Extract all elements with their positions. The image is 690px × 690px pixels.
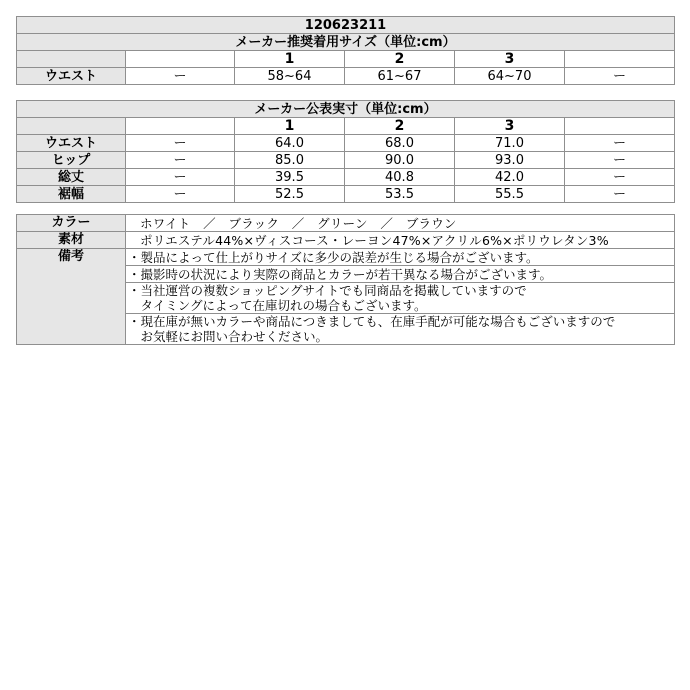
row-label-waist: ウエスト [17, 68, 126, 85]
note-item [126, 266, 675, 283]
note-line: タイミングによって在庫切れの場合もございます。 [128, 298, 427, 313]
measure-value: ー [565, 169, 675, 186]
actual-size-title: メーカー公表実寸（単位:cm） [17, 101, 675, 118]
size-header: 1 [235, 118, 345, 135]
row-label-hem-width: 裾幅 [17, 186, 126, 203]
measure-value: ー [126, 186, 235, 203]
row-label-total-length: 総丈 [17, 169, 126, 186]
measure-value: ー [126, 152, 235, 169]
size-header: 2 [345, 118, 455, 135]
recommended-size-title: メーカー推奨着用サイズ（単位:cm） [17, 34, 675, 51]
measure-value: 90.0 [345, 152, 455, 169]
size-value: 64~70 [455, 68, 565, 85]
size-header: 1 [235, 51, 345, 68]
measure-value: ー [565, 152, 675, 169]
item-code: 120623211 [17, 17, 675, 34]
measure-value: 40.8 [345, 169, 455, 186]
material-value: ポリエステル44%×ヴィスコース・レーヨン47%×アクリル6%×ポリウレタン3% [126, 232, 675, 249]
measure-value: 93.0 [455, 152, 565, 169]
size-header [126, 51, 235, 68]
size-header [565, 118, 675, 135]
size-header [565, 51, 675, 68]
size-header-blank [17, 51, 126, 68]
row-label-waist: ウエスト [17, 135, 126, 152]
color-label: カラー [17, 215, 126, 232]
size-value: ー [565, 68, 675, 85]
measure-value: 52.5 [235, 186, 345, 203]
size-value: 61~67 [345, 68, 455, 85]
note-line: ・製品によって仕上がりサイズに多少の誤差が生じる場合がございます。 [128, 249, 539, 265]
measure-value: 53.5 [345, 186, 455, 203]
product-details-table [16, 214, 675, 345]
measure-value: ー [126, 169, 235, 186]
measure-value: 68.0 [345, 135, 455, 152]
size-header: 3 [455, 51, 565, 68]
note-line: ・現在庫が無いカラーや商品につきましても、在庫手配が可能な場合もございますので [128, 314, 616, 329]
size-value: 58~64 [235, 68, 345, 85]
material-label: 素材 [17, 232, 126, 249]
size-header [126, 118, 235, 135]
size-header: 3 [455, 118, 565, 135]
note-line: ・当社運営の複数ショッピングサイトでも同商品を掲載していますので [128, 283, 527, 298]
measure-value: 42.0 [455, 169, 565, 186]
measure-value: 64.0 [235, 135, 345, 152]
note-item [126, 249, 675, 266]
measure-value: ー [126, 135, 235, 152]
note-line: ・撮影時の状況により実際の商品とカラーが若干異なる場合がございます。 [128, 266, 553, 282]
measure-value: ー [565, 135, 675, 152]
measure-value: 55.5 [455, 186, 565, 203]
size-header: 2 [345, 51, 455, 68]
note-item [126, 314, 675, 345]
color-value: ホワイト ／ ブラック ／ グリーン ／ ブラウン [126, 215, 675, 232]
note-item [126, 283, 675, 314]
actual-size-table [16, 100, 675, 203]
notes-label: 備考 [17, 249, 126, 345]
recommended-size-table [16, 16, 675, 85]
measure-value: 71.0 [455, 135, 565, 152]
size-value: ー [126, 68, 235, 85]
measure-value: ー [565, 186, 675, 203]
row-label-hip: ヒップ [17, 152, 126, 169]
measure-value: 39.5 [235, 169, 345, 186]
size-header-blank [17, 118, 126, 135]
note-line: お気軽にお問い合わせください。 [128, 329, 329, 344]
measure-value: 85.0 [235, 152, 345, 169]
